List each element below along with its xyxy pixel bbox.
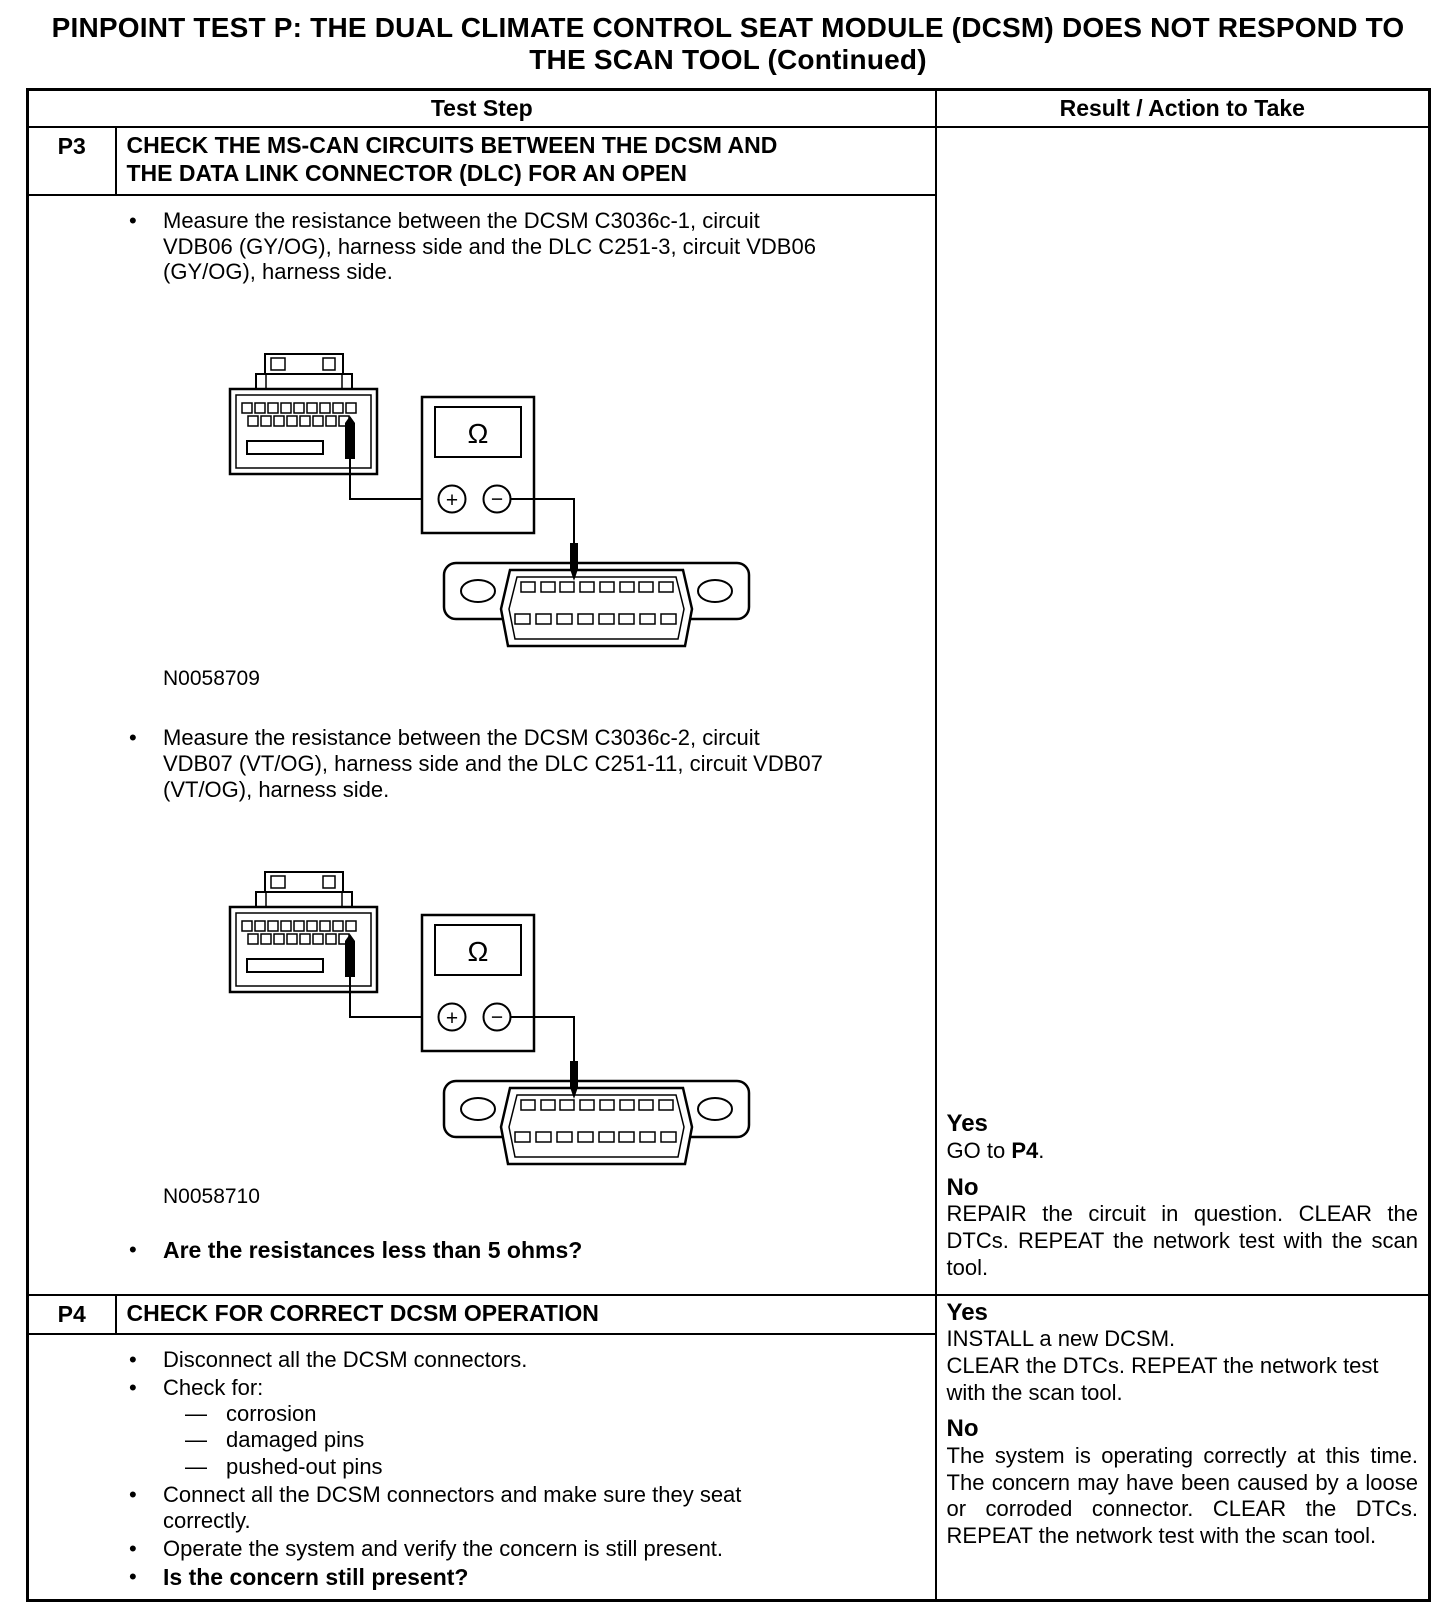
bullet-marker: • (129, 1347, 137, 1373)
column-header-test-step: Test Step (28, 90, 936, 128)
p4-bullet-1: • Disconnect all the DCSM connectors. (129, 1347, 528, 1373)
p4-sub-item-damaged-pins: — damaged pins (185, 1427, 365, 1453)
bullet-marker: • (129, 1237, 137, 1263)
minus-terminal: − (490, 1006, 504, 1030)
p4-heading-row (28, 1295, 1430, 1335)
bullet-marker: • (129, 1564, 137, 1590)
p3-result-cell (936, 127, 1430, 1294)
p4-yes-action-line2: CLEAR the DTCs. REPEAT the network test with the scan tool. (946, 1352, 1379, 1405)
p4-bullet-2: • Check for: (129, 1375, 264, 1401)
p4-yes-action-line1: INSTALL a new DCSM. (946, 1325, 1176, 1351)
resistance-test-figure-2 (163, 865, 927, 1209)
dash-marker: — (185, 1401, 207, 1427)
bullet-marker: • (129, 1536, 137, 1562)
p4-question: • Is the concern still present? (129, 1564, 469, 1591)
p3-question: • Are the resistances less than 5 ohms? (129, 1237, 583, 1264)
bullet-marker: • (129, 1482, 137, 1508)
p4-bullet-4: • Operate the system and verify the concern is still present. (129, 1536, 724, 1562)
p4-sub-item-corrosion: — corrosion (185, 1401, 317, 1427)
multimeter-drawing (422, 397, 534, 533)
plus-terminal: + (445, 489, 459, 513)
multimeter-drawing (422, 915, 534, 1051)
resistance-test-diagram-1 (209, 347, 769, 653)
step-heading-p3-text: CHECK THE MS-CAN CIRCUITS BETWEEN THE DCSM AND THE DATA LINK CONNECTOR (DLC) FOR AN OPEN (126, 132, 778, 186)
p3-yes-label: Yes (946, 1110, 988, 1138)
resistance-test-diagram-2 (209, 865, 769, 1171)
ohm-symbol: Ω (467, 418, 489, 450)
p4-no-label: No (946, 1415, 979, 1443)
dash-marker: — (185, 1427, 207, 1453)
figure-1-label: N0058709 (163, 667, 260, 691)
p3-no-label: No (946, 1173, 979, 1201)
p4-bullet-3: • Connect all the DCSM connectors and make sure they seat correctly. (129, 1482, 742, 1534)
bullet-marker: • (129, 725, 137, 751)
meter-probe-dcsm (345, 934, 355, 977)
minus-terminal: − (490, 488, 504, 512)
column-header-result: Result / Action to Take (936, 90, 1430, 128)
p4-yes-label: Yes (946, 1298, 988, 1326)
dlc-connector-drawing (444, 563, 749, 646)
resistance-test-figure-1 (163, 347, 927, 691)
step-id-p3: P3 (28, 127, 116, 194)
p3-step-body (28, 195, 936, 1295)
table-header-row (28, 90, 1430, 128)
figure-2-label: N0058710 (163, 1185, 260, 1209)
step-heading-p3 (116, 127, 936, 194)
p4-sub-item-pushed-out-pins: — pushed-out pins (185, 1453, 383, 1479)
dlc-connector-drawing (444, 1081, 749, 1164)
p3-bullet-1: • Measure the resistance between the DCSM C3036c-1, circuit VDB06 (GY/OG), harness side and the DLC C251-3, circuit VDB06 (GY/OG), harness side. (129, 207, 816, 285)
p3-yes-action: GO to P4. (946, 1137, 1045, 1163)
dash-marker: — (185, 1453, 207, 1479)
page-title: PINPOINT TEST P: THE DUAL CLIMATE CONTROL SEAT MODULE (DCSM) DOES NOT RESPOND TO THE SCAN TOOL (Continued) (51, 12, 1405, 76)
step-heading-p4 (116, 1295, 936, 1335)
pinpoint-test-table (26, 88, 1431, 1602)
p4-result-cell (936, 1295, 1430, 1601)
ohm-symbol: Ω (467, 936, 489, 968)
step-id-p4: P4 (28, 1295, 116, 1335)
p4-no-action: The system is operating correctly at this time. The concern may have been caused by a loose or corroded connector. CLEAR the DTCs. REPEAT the network test with the scan tool. (946, 1442, 1419, 1549)
step-heading-p4-text: CHECK FOR CORRECT DCSM OPERATION (126, 1299, 599, 1326)
bullet-marker: • (129, 1375, 137, 1401)
p4-step-body (28, 1334, 936, 1601)
p3-no-action: REPAIR the circuit in question. CLEAR the DTCs. REPEAT the network test with the scan tool. (946, 1201, 1419, 1280)
p3-bullet-2: • Measure the resistance between the DCSM C3036c-2, circuit VDB07 (VT/OG), harness side and the DLC C251-11, circuit VDB07 (VT/OG), harness side. (129, 725, 823, 803)
plus-terminal: + (445, 1007, 459, 1031)
meter-probe-dcsm (345, 416, 355, 459)
p3-heading-row (28, 127, 1430, 194)
bullet-marker: • (129, 207, 137, 233)
